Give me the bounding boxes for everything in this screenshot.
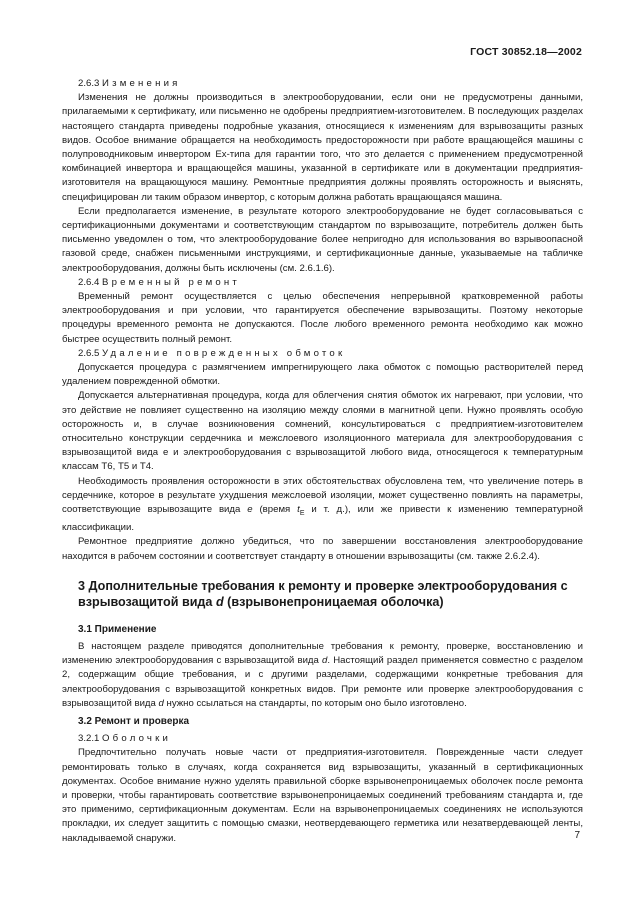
subsection-number: 2.6.3 [78, 78, 100, 89]
text-run: В настоящем разделе приводятся дополнительные требования к ремонту, проверке, восстановлению и изменению электрооборудования с взрывозащитой вида [62, 641, 583, 667]
subscript: E [299, 510, 305, 517]
subsection-title: Временный ремонт [102, 276, 241, 288]
heading-text: 3 Дополнительные требования к ремонту и проверке электрооборудования с взрывозащитой вида [78, 578, 568, 610]
paragraph: Временный ремонт осуществляется с целью обеспечения непрерывной кратковременной работы электрооборудования и при условии, что гарантируется обеспечение взрывозащиты. Поэтому некоторые процедуры временного ремонта не допускаются. После любого временного ремонта необходимо как можно быстрее осуществить полный ремонт. [62, 291, 583, 345]
page-body [62, 77, 583, 846]
section-heading-3-1: 3.1 Применение [78, 623, 157, 635]
paragraph: Ремонтное предприятие должно убедиться, что по завершении восстановления электрооборудование находится в рабочем состоянии и соответствует стандарту в отношении взрывозащиты (см. также 2.6.2.4). [62, 536, 583, 562]
section-heading-3-2: 3.2 Ремонт и проверка [78, 716, 190, 728]
paragraph: Допускается процедура с размягчением импрегнирующего лака обмоток с помощью растворителей перед удалением поврежденной обмотки. [62, 362, 583, 388]
italic-symbol: d [158, 697, 164, 709]
paragraph: Изменения не должны производиться в электрооборудовании, если они не предусмотрены данными, прилагаемыми к сертификату, или письменно не одобрены предприятием-изготовителем. В последующих разделах настоящего стандарта приведены подробные указания, относящиеся к изменениям для взрывозащиты разных видов. Особое внимание обращается на необходимость предосторожности при работе вращающейся машины с полупроводниковым инвертором Ех-типа для гарантии того, что это делается с применением предусмотренной комбинацией инвертора и вращающейся машины, указанной в сертификате или в документации предприятия-изготовителя на вращающуюся машину. Ремонтные предприятия должны проявлять осторожность и выяснять, специфицирован ли таким образом инвертор, с которым должна работать вращающаяся машина. [62, 92, 583, 203]
italic-symbol: d [322, 655, 328, 667]
paragraph: Предпочтительно получать новые части от предприятия-изготовителя. Поврежденные части следует ремонтировать только в случаях, когда сохраняется вид взрывозащиты, указанный в сертификационных документах. Особое внимание нужно уделять правильной сборке взрывонепроницаемых оболочек после ремонта и проверки, чтобы гарантировать соответствие взрывонепроницаемых соединений требованиям стандарта и, где это применимо, сертификационным документам. Если на взрывонепроницаемых соединениях не используются прокладки, их следует защитить с помощью смазки, неотвердевающего герметика или незатвердевающей ленты, накладываемой снаружи. [62, 747, 583, 844]
subsection-title: Изменения [102, 78, 181, 89]
italic-symbol: d [215, 595, 224, 610]
heading-text: (взрывонепроницаемая оболочка) [223, 595, 444, 610]
subsection-title: Удаление поврежденных обмоток [102, 347, 346, 359]
section-heading-3 [62, 578, 583, 611]
document-header: ГОСТ 30852.18—2002 [470, 46, 582, 58]
paragraph [62, 640, 583, 711]
italic-symbol: t [297, 504, 300, 516]
italic-symbol: е [247, 504, 253, 516]
text-run: и т. д.), или же привести к изменению температурной классификации. [62, 504, 583, 534]
text-run: . Настоящий раздел применяется совместно с разделом 2, содержащим общие требования, и с другими разделами, содержащими конкретные требования для электрооборудования с взрывозащитой конкретных видов. При ремонте или проверке электрооборудования с взрывозащитой вида [62, 655, 583, 709]
subsection-heading-2-6-3 [62, 77, 583, 91]
subsection-heading-2-6-4 [62, 276, 583, 290]
page-number: 7 [574, 830, 580, 841]
subsection-number: 2.6.4 [78, 276, 100, 288]
subsection-heading-3-2-1 [62, 732, 583, 746]
subsection-number: 3.2.1 [78, 733, 100, 745]
paragraph: Допускается альтернативная процедура, когда для облегчения снятия обмоток их нагревают, при условии, что это действие не повлияет существенно на изоляцию между слоями в магнитной цепи. Нужно проявлять особую осторожность и, в случае возникновения сомнений, консультироваться с предприятием-изготовителем относительно конструкции сердечника и межслоевого изоляционного материала для электрооборудования с взрывозащитой вида е и электрооборудования с взрывозащитой любого вида, относящегося к температурным классам Т6, Т5 и Т4. [62, 390, 583, 473]
paragraph [62, 475, 583, 536]
text-run: (время [252, 504, 298, 516]
subsection-number: 2.6.5 [78, 347, 100, 359]
text-run: Необходимость проявления осторожности в этих обстоятельствах обусловлена тем, что увеличение потерь в сердечнике, которое в результате ухудшения межслоевой изоляции, может существенно повлиять на параметры, соответствующие взрывозащите вида [62, 475, 583, 516]
subsection-title: Оболочки [102, 733, 172, 745]
text-run: нужно ссылаться на стандарты, по которым оно было изготовлено. [163, 697, 467, 709]
subsection-heading-2-6-5 [62, 347, 583, 361]
paragraph: Если предполагается изменение, в результате которого электрооборудование не будет согласовываться с сертификационными документами и соответствующим стандартом по взрывозащите, потребитель должен быть письменно уведомлен о том, что электрооборудование более непригодно для использования во взрывоопасной газовой среде, снабжен письменными инструкциями, и сертификационные данные, указываемые на табличке электрооборудования, должны быть исключены (см. 2.6.1.6). [62, 205, 583, 274]
